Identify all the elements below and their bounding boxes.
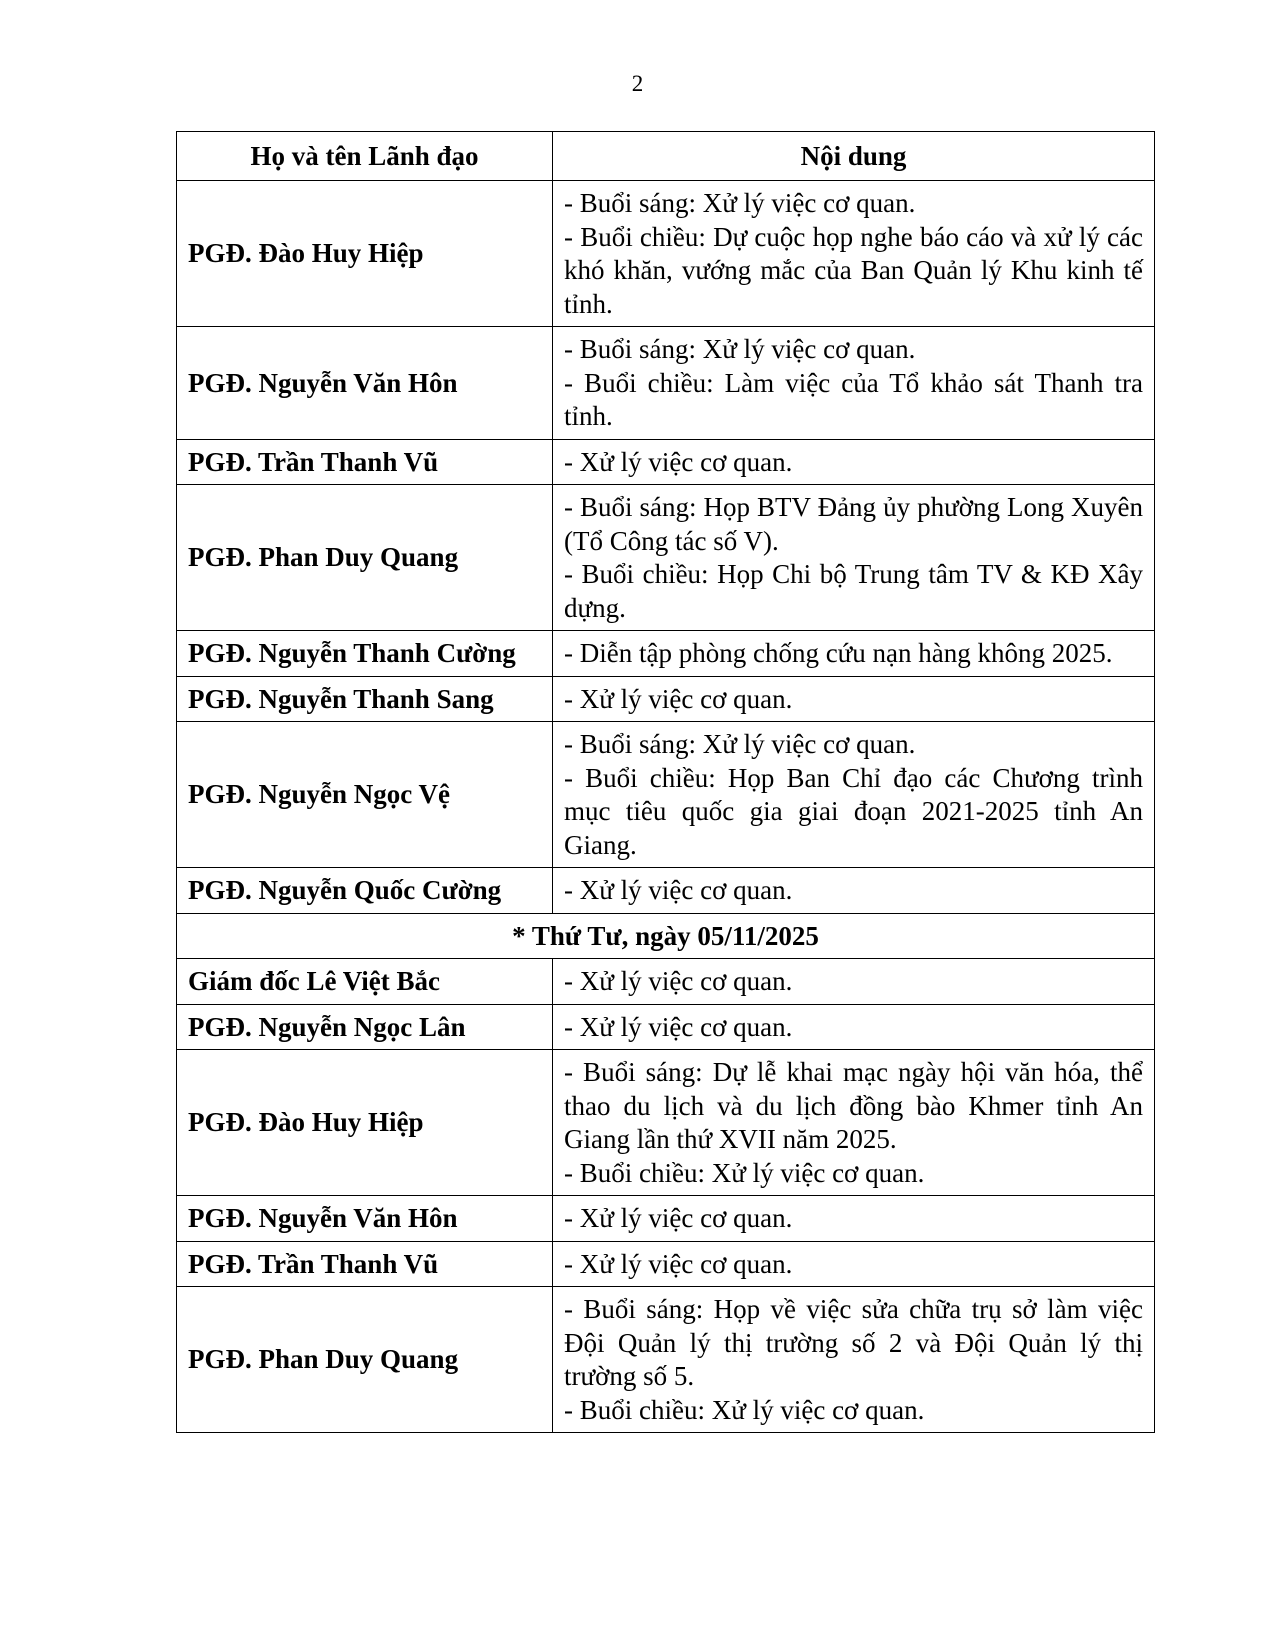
schedule-content — [553, 1241, 1155, 1287]
leader-name: PGĐ. Nguyễn Văn Hôn — [177, 1196, 553, 1242]
schedule-content — [553, 327, 1155, 440]
table-row — [177, 485, 1155, 631]
section-2-rows — [177, 959, 1155, 1433]
schedule-line: - Buổi sáng: Dự lễ khai mạc ngày hội văn hóa, thể thao du lịch và du lịch đồng bào Khmer tỉnh An Giang lần thứ XVII năm 2025. — [564, 1057, 1143, 1154]
schedule-line: - Buổi chiều: Xử lý việc cơ quan. — [564, 1157, 925, 1188]
section-1-rows — [177, 181, 1155, 914]
table-row — [177, 868, 1155, 914]
schedule-content — [553, 868, 1155, 914]
leader-name: PGĐ. Trần Thanh Vũ — [177, 1241, 553, 1287]
leader-name: PGĐ. Đào Huy Hiệp — [177, 1050, 553, 1196]
table-row — [177, 1004, 1155, 1050]
schedule-line: - Diễn tập phòng chống cứu nạn hàng không 2025. — [564, 638, 1113, 668]
schedule-line: - Buổi sáng: Xử lý việc cơ quan. — [564, 334, 916, 364]
schedule-line: - Buổi sáng: Xử lý việc cơ quan. — [564, 188, 916, 218]
leader-name: PGĐ. Nguyễn Ngọc Vệ — [177, 722, 553, 868]
schedule-line: - Buổi chiều: Họp Chi bộ Trung tâm TV & KĐ Xây dựng. — [564, 559, 1143, 623]
table-row — [177, 1196, 1155, 1242]
schedule-content — [553, 1287, 1155, 1433]
schedule-line: - Xử lý việc cơ quan. — [564, 966, 793, 996]
table-row — [177, 1241, 1155, 1287]
schedule-line: - Xử lý việc cơ quan. — [564, 1203, 793, 1233]
leader-name: Giám đốc Lê Việt Bắc — [177, 959, 553, 1005]
table-header-row — [177, 132, 1155, 181]
day-header: * Thứ Tư, ngày 05/11/2025 — [177, 913, 1155, 959]
table-row — [177, 631, 1155, 677]
table-row — [177, 439, 1155, 485]
schedule-content — [553, 676, 1155, 722]
schedule-line: - Buổi chiều: Họp Ban Chỉ đạo các Chương trình mục tiêu quốc gia giai đoạn 2021-2025 tỉnh An Giang. — [564, 762, 1143, 860]
leader-name: PGĐ. Nguyễn Quốc Cường — [177, 868, 553, 914]
schedule-line: - Buổi sáng: Họp về việc sửa chữa trụ sở làm việc Đội Quản lý thị trường số 2 và Đội Quản lý thị trường số 5. — [564, 1294, 1143, 1391]
schedule-line: - Xử lý việc cơ quan. — [564, 875, 793, 905]
schedule-line: - Xử lý việc cơ quan. — [564, 1248, 793, 1279]
schedule-content — [553, 1050, 1155, 1196]
schedule-content — [553, 181, 1155, 327]
schedule-line: - Buổi chiều: Dự cuộc họp nghe báo cáo và xử lý các khó khăn, vướng mắc của Ban Quản lý Khu kinh tế tỉnh. — [564, 221, 1143, 319]
schedule-line: - Buổi sáng: Xử lý việc cơ quan. — [564, 729, 916, 759]
schedule-content — [553, 631, 1155, 677]
leader-name: PGĐ. Nguyễn Ngọc Lân — [177, 1004, 553, 1050]
leader-name: PGĐ. Nguyễn Thanh Cường — [177, 631, 553, 677]
leader-name: PGĐ. Phan Duy Quang — [177, 1287, 553, 1433]
table-row — [177, 327, 1155, 440]
table-row — [177, 722, 1155, 868]
schedule-line: - Buổi chiều: Làm việc của Tổ khảo sát Thanh tra tỉnh. — [564, 367, 1143, 431]
header-content: Nội dung — [553, 132, 1155, 181]
schedule-line: - Xử lý việc cơ quan. — [564, 683, 793, 714]
schedule-content — [553, 485, 1155, 631]
leader-name: PGĐ. Nguyễn Văn Hôn — [177, 327, 553, 440]
table-row — [177, 1287, 1155, 1433]
schedule-content — [553, 1004, 1155, 1050]
schedule-table — [176, 131, 1155, 1433]
page-number: 2 — [631, 71, 644, 96]
leader-name: PGĐ. Nguyễn Thanh Sang — [177, 676, 553, 722]
leader-name: PGĐ. Đào Huy Hiệp — [177, 181, 553, 327]
schedule-content — [553, 722, 1155, 868]
header-leader-name: Họ và tên Lãnh đạo — [177, 132, 553, 181]
leader-name: PGĐ. Trần Thanh Vũ — [177, 439, 553, 485]
schedule-content — [553, 439, 1155, 485]
schedule-content — [553, 1196, 1155, 1242]
day-header-row — [177, 913, 1155, 959]
table-row — [177, 676, 1155, 722]
schedule-line: - Xử lý việc cơ quan. — [564, 1011, 793, 1042]
schedule-line: - Buổi sáng: Họp BTV Đảng ủy phường Long Xuyên (Tổ Công tác số V). — [564, 492, 1143, 556]
schedule-line: - Buổi chiều: Xử lý việc cơ quan. — [564, 1394, 925, 1425]
schedule-content — [553, 959, 1155, 1005]
table-row — [177, 959, 1155, 1005]
leader-name: PGĐ. Phan Duy Quang — [177, 485, 553, 631]
schedule-line: - Xử lý việc cơ quan. — [564, 446, 793, 477]
table-row — [177, 181, 1155, 327]
table-row — [177, 1050, 1155, 1196]
